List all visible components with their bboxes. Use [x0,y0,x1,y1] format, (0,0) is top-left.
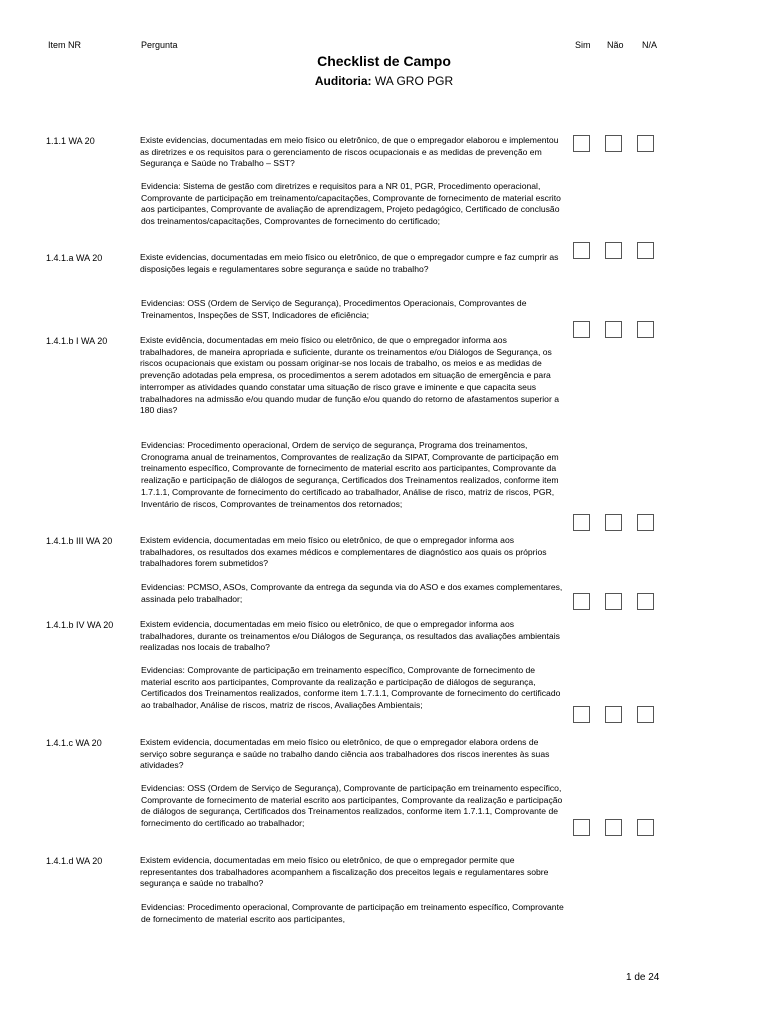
column-header-question: Pergunta [141,40,178,50]
item-question: Existe evidência, documentadas em meio físico ou eletrônico, de que o empregador informa aos trabalhadores, de maneira apropriada e suficiente, durante os treinamentos e/ou Diálogos de Segurança, os riscos ocupacionais que existam ou possam originar-se nos locais de trabalho, os meios e as medidas de prevenção adotadas pela empresa, os procedimentos a serem adotados em situação de emergência e para interromper as atividades quando constatar uma situação de risco grave e iminente e que capacita seus trabalhadores na admissão e/ou quando mudar de função e/ou quando do retorno de afastamentos superior a 180 dias? [140,335,559,416]
checkbox-yes[interactable] [573,135,590,152]
checkbox-na[interactable] [637,514,654,531]
item-code: 1.4.1.b IV WA 20 [46,620,114,630]
item-evidence: Evidencias: Comprovante de participação em treinamento específico, Comprovante de fornecimento de material escrito aos participantes, Comprovante da realização e participação de diálogos de segurança, Certificados dos Treinamentos realizados, conforme item 1.7.1.1, Comprovante de fornecimento do certificado ao trabalhador, Análise de riscos, matriz de riscos, Avaliações Ambientais; [141,665,561,711]
item-evidence: Evidencias: PCMSO, ASOs, Comprovante da entrega da segunda via do ASO e dos exames complementares, assinada pelo trabalhador; [141,582,563,604]
item-code: 1.4.1.a WA 20 [46,253,103,263]
checkbox-no[interactable] [605,514,622,531]
item-code: 1.4.1.b I WA 20 [46,336,108,346]
item-code: 1.4.1.b III WA 20 [46,536,113,546]
item-question: Existem evidencia, documentadas em meio físico ou eletrônico, de que o empregador permite que representantes dos trabalhadores acompanhem a fiscalização dos preceitos legais e regulamentares sobre segurança e saúde no trabalho? [140,855,549,889]
page-title: Checklist de Campo [317,53,451,69]
checkbox-yes[interactable] [573,819,590,836]
answer-boxes [573,593,663,610]
checkbox-na[interactable] [637,242,654,259]
answer-boxes [573,706,663,723]
audit-value: WA GRO PGR [374,74,454,88]
column-header-na: N/A [642,40,658,50]
checkbox-na[interactable] [637,706,654,723]
item-evidence: Evidencia: Sistema de gestão com diretrizes e requisitos para a NR 01, PGR, Procedimento operacional, Comprovante de participação em treinamento/capacitações, Comprovante de fornecimento de material escrito aos participantes, Comprovante de avaliação de aprendizagem, Projeto pedagógico, Certificado de conclusão dos treinamentos/capacitações, Comprovantes de fornecimento do certificado; [141,181,561,227]
checkbox-yes[interactable] [573,514,590,531]
checkbox-yes[interactable] [573,242,590,259]
column-header-item: Item NR [48,40,82,50]
column-header-no: Não [607,40,624,50]
checkbox-na[interactable] [637,819,654,836]
item-question: Existem evidencia, documentadas em meio físico ou eletrônico, de que o empregador informa aos trabalhadores, os resultados dos exames médicos e complementares de diagnóstico aos quais os próprios trabalhadores forem submetidos? [140,535,547,569]
item-question: Existe evidencias, documentadas em meio físico ou eletrônico, de que o empregador elaborou e implementou as diretrizes e os requisitos para o gerenciamento de riscos ocupacionais e as medidas de prevenção em Segurança e Saúde no Trabalho – SST? [140,135,559,169]
audit-label: Auditoria: [314,74,372,88]
answer-boxes [573,242,663,259]
answer-boxes [573,135,663,152]
item-evidence: Evidencias: Procedimento operacional, Ordem de serviço de segurança, Programa dos treinamentos, Cronograma anual de treinamentos, Comprovantes de realização da SIPAT, Comprovante de participação em treinamento específico, Comprovante de fornecimento de material escrito aos participantes, Comprovante da realização e participação de diálogos de segurança, Certificados dos Treinamentos realizados, conforme item 1.7.1.1, Comprovante de fornecimento do certificado ao trabalhador, Análise de risco, matriz de riscos, PGR, Inventário de riscos, Comprovantes de treinamentos dos retornados; [141,440,559,509]
item-question: Existem evidencia, documentadas em meio físico ou eletrônico, de que o empregador elabora ordens de serviço sobre segurança e saúde no trabalho dando ciência aos trabalhadores dos riscos inerentes às suas atividades? [140,737,550,771]
item-evidence: Evidencias: Procedimento operacional, Comprovante de participação em treinamento específico, Comprovante de fornecimento de material escrito aos participantes, [141,902,564,924]
checkbox-no[interactable] [605,593,622,610]
checkbox-no[interactable] [605,321,622,338]
column-header-yes: Sim [575,40,591,50]
item-code: 1.1.1 WA 20 [46,136,95,146]
answer-boxes [573,514,663,531]
answer-boxes [573,321,663,338]
checkbox-no[interactable] [605,819,622,836]
item-question: Existem evidencia, documentadas em meio físico ou eletrônico, de que o empregador informa aos trabalhadores, durante os treinamentos e/ou Diálogos de Segurança, os resultados das avaliações ambientais realizadas nos locais de trabalho? [140,619,560,653]
audit-line [0,74,768,88]
checkbox-no[interactable] [605,706,622,723]
item-evidence: Evidencias: OSS (Ordem de Serviço de Segurança), Comprovante de participação em treinamento específico, Comprovante de fornecimento de material escrito aos participantes, Comprovante da realização e participação de diálogos de segurança, Certificados dos Treinamentos realizados, conforme item 1.7.1.1, Comprovante de fornecimento do certificado ao trabalhador; [141,783,563,829]
checkbox-yes[interactable] [573,321,590,338]
checkbox-no[interactable] [605,135,622,152]
item-evidence: Evidencias: OSS (Ordem de Serviço de Segurança), Procedimentos Operacionais, Comprovantes de Treinamentos, Inspeções de SST, Indicadores de eficiência; [141,298,527,320]
checkbox-na[interactable] [637,135,654,152]
item-question: Existe evidencias, documentadas em meio físico ou eletrônico, de que o empregador cumpre e faz cumprir as disposições legais e regulamentares sobre segurança e saúde no trabalho? [140,252,559,274]
checkbox-no[interactable] [605,242,622,259]
answer-boxes [573,819,663,836]
checkbox-na[interactable] [637,321,654,338]
checkbox-yes[interactable] [573,706,590,723]
checkbox-yes[interactable] [573,593,590,610]
page-number: 1 de 24 [626,972,660,983]
item-code: 1.4.1.d WA 20 [46,856,103,866]
checkbox-na[interactable] [637,593,654,610]
item-code: 1.4.1.c WA 20 [46,738,102,748]
